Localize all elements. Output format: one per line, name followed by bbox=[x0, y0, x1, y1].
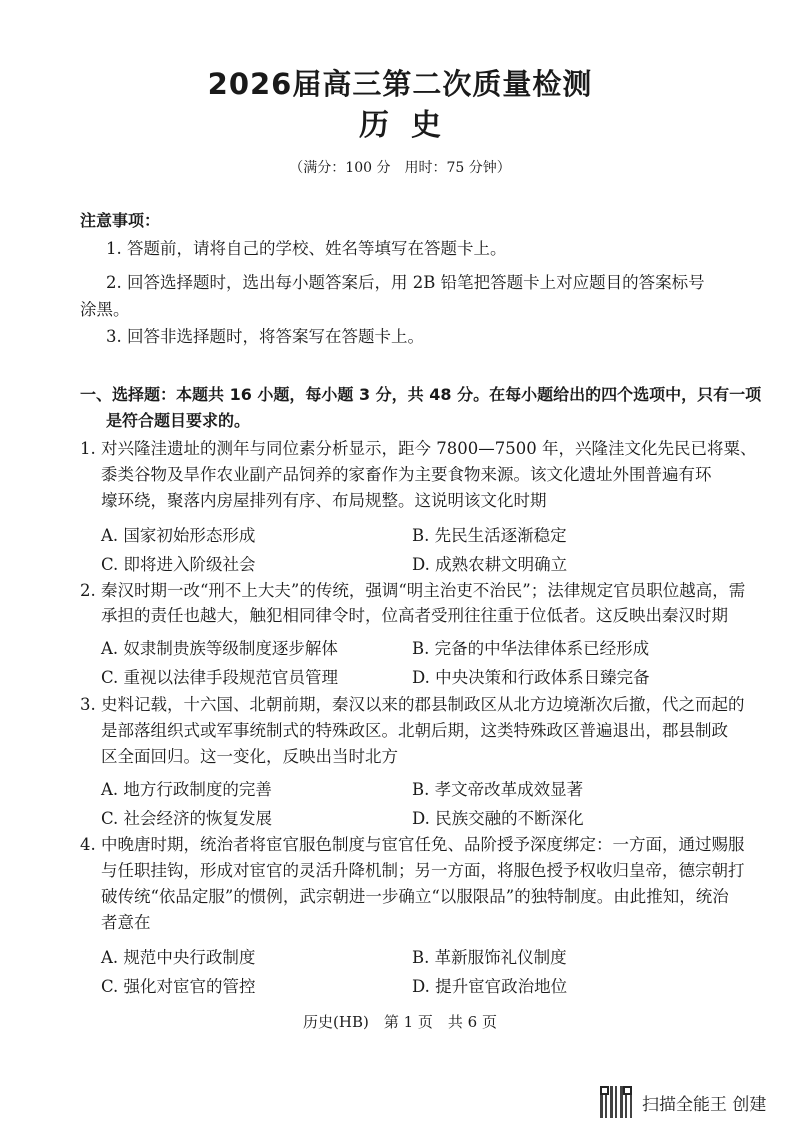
watermark-text: 扫描全能王 创建 bbox=[642, 1094, 767, 1115]
question-text: 区全面回归。这一变化，反映出当时北方 bbox=[101, 747, 398, 766]
option-d: D. 中央决策和行政体系日臻完备 bbox=[412, 668, 650, 687]
option-a: A. 奴隶制贵族等级制度逐步解体 bbox=[101, 639, 338, 658]
subject-title: 历史 bbox=[359, 108, 463, 143]
option-c: C. 社会经济的恢复发展 bbox=[101, 809, 273, 828]
page-footer: 历史(HB) 第 1 页 共 6 页 bbox=[303, 1013, 497, 1031]
notice-item: 3. 回答非选择题时，将答案写在答题卡上。 bbox=[106, 327, 424, 346]
question-text: 4. 中晚唐时期，统治者将宦官服色制度与宦官任免、品阶授予深度绑定：一方面，通过赐服 bbox=[80, 835, 745, 854]
section-heading: 一、选择题：本题共 16 小题，每小题 3 分，共 48 分。在每小题给出的四个选项中，只有一项 bbox=[80, 385, 762, 404]
option-a: A. 地方行政制度的完善 bbox=[101, 780, 272, 799]
question-text: 壕环绕，聚落内房屋排列有序、布局规整。这说明该文化时期 bbox=[101, 491, 547, 510]
option-a: A. 国家初始形态形成 bbox=[101, 526, 256, 545]
option-c: C. 强化对宦官的管控 bbox=[101, 977, 256, 996]
option-c: C. 即将进入阶级社会 bbox=[101, 555, 256, 574]
option-b: B. 革新服饰礼仪制度 bbox=[412, 948, 567, 967]
exam-meta: （满分：100 分 用时：75 分钟） bbox=[289, 160, 511, 176]
question-text: 3. 史料记载，十六国、北朝前期，秦汉以来的郡县制政区从北方边境渐次后撤，代之而起的 bbox=[80, 695, 745, 714]
notice-heading: 注意事项： bbox=[80, 211, 161, 230]
question-text: 1. 对兴隆洼遗址的测年与同位素分析显示，距今 7800—7500 年，兴隆洼文化先民已将粟、 bbox=[80, 439, 757, 458]
question-text: 与任职挂钩，形成对宦官的灵活升降机制；另一方面，将服色授予权收归皇帝，德宗朝打 bbox=[101, 861, 745, 880]
option-b: B. 先民生活逐渐稳定 bbox=[412, 526, 567, 545]
question-text: 破传统“依品定服”的惯例，武宗朝进一步确立“以服限品”的独特制度。由此推知，统治 bbox=[101, 887, 729, 906]
section-heading: 是符合题目要求的。 bbox=[106, 411, 251, 430]
notice-item: 涂黑。 bbox=[80, 300, 130, 319]
question-text: 承担的责任也越大，触犯相同律令时，位高者受刑往往重于位低者。这反映出秦汉时期 bbox=[101, 606, 728, 625]
option-a: A. 规范中央行政制度 bbox=[101, 948, 256, 967]
option-d: D. 成熟农耕文明确立 bbox=[412, 555, 568, 574]
option-b: B. 完备的中华法律体系已经形成 bbox=[412, 639, 650, 658]
question-text: 黍类谷物及旱作农业副产品饲养的家畜作为主要食物来源。该文化遗址外围普遍有环 bbox=[101, 465, 712, 484]
notice-item: 2. 回答选择题时，选出每小题答案后，用 2B 铅笔把答题卡上对应题目的答案标号 bbox=[106, 273, 705, 292]
question-text: 是部落组织式或军事统制式的特殊政区。北朝后期，这类特殊政区普遍退出，郡县制政 bbox=[101, 721, 728, 740]
scanner-watermark bbox=[600, 1086, 766, 1118]
exam-title: 2026届高三第二次质量检测 bbox=[207, 67, 593, 101]
option-b: B. 孝文帝改革成效显著 bbox=[412, 780, 584, 799]
option-c: C. 重视以法律手段规范官员管理 bbox=[101, 668, 339, 687]
option-d: D. 民族交融的不断深化 bbox=[412, 809, 584, 828]
option-d: D. 提升宦官政治地位 bbox=[412, 977, 568, 996]
question-text: 2. 秦汉时期一改“刑不上大夫”的传统，强调“明主治吏不治民”；法律规定官员职位越高，需 bbox=[80, 581, 746, 600]
notice-item: 1. 答题前，请将自己的学校、姓名等填写在答题卡上。 bbox=[106, 239, 507, 258]
qr-code-icon bbox=[600, 1086, 632, 1118]
question-text: 者意在 bbox=[101, 913, 151, 932]
